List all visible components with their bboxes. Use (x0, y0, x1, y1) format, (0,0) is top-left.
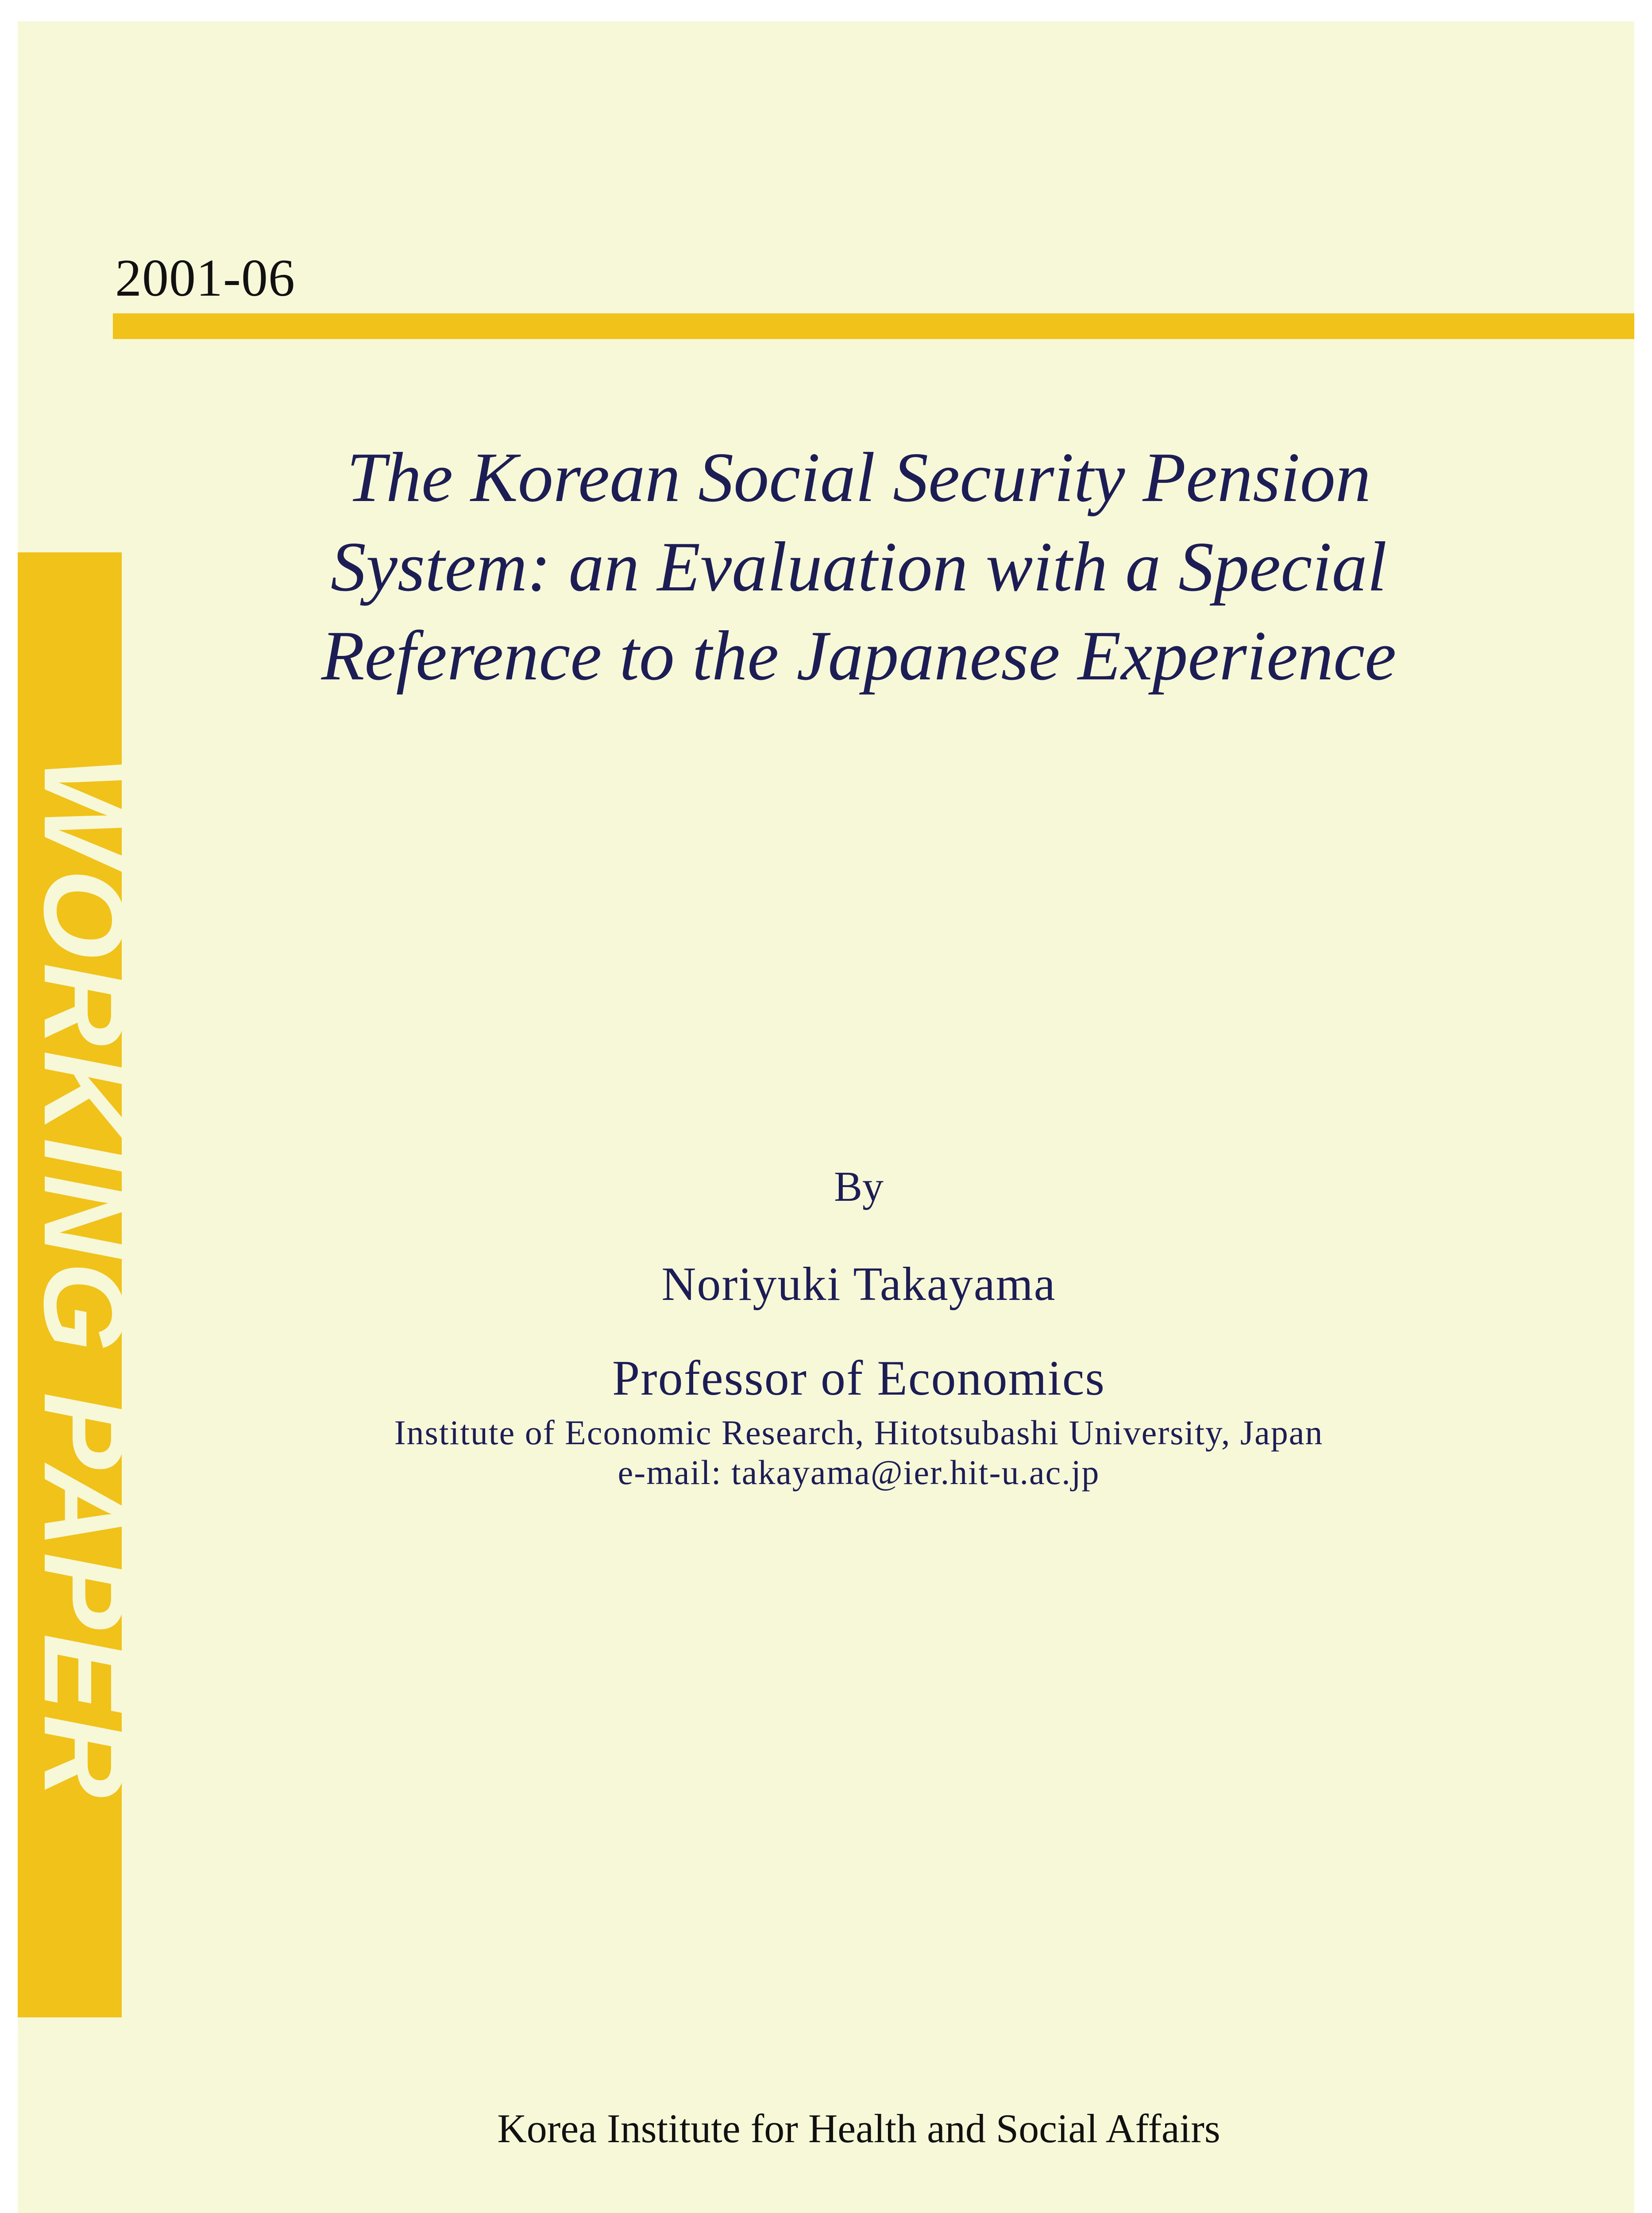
cover-page (18, 21, 1634, 2213)
paper-title (195, 433, 1523, 701)
title-line: System: an Evaluation with a Special (330, 527, 1387, 606)
author-name: Noriyuki Takayama (661, 1258, 1056, 1311)
title-line: The Korean Social Security Pension (347, 438, 1371, 517)
publisher-name: Korea Institute for Health and Social Affairs (497, 2106, 1220, 2151)
byline: By (834, 1163, 884, 1210)
title-line: Reference to the Japanese Experience (321, 616, 1397, 695)
paper-number: 2001-06 (115, 248, 295, 307)
author-position: Professor of Economics (612, 1351, 1105, 1406)
header-rule (113, 313, 1634, 339)
author-affiliation: Institute of Economic Research, Hitotsubashi University, Japan (394, 1413, 1324, 1452)
series-band (18, 552, 148, 2017)
series-label: WORKING PAPER (20, 756, 148, 1803)
author-email: e-mail: takayama@ier.hit-u.ac.jp (618, 1453, 1100, 1492)
